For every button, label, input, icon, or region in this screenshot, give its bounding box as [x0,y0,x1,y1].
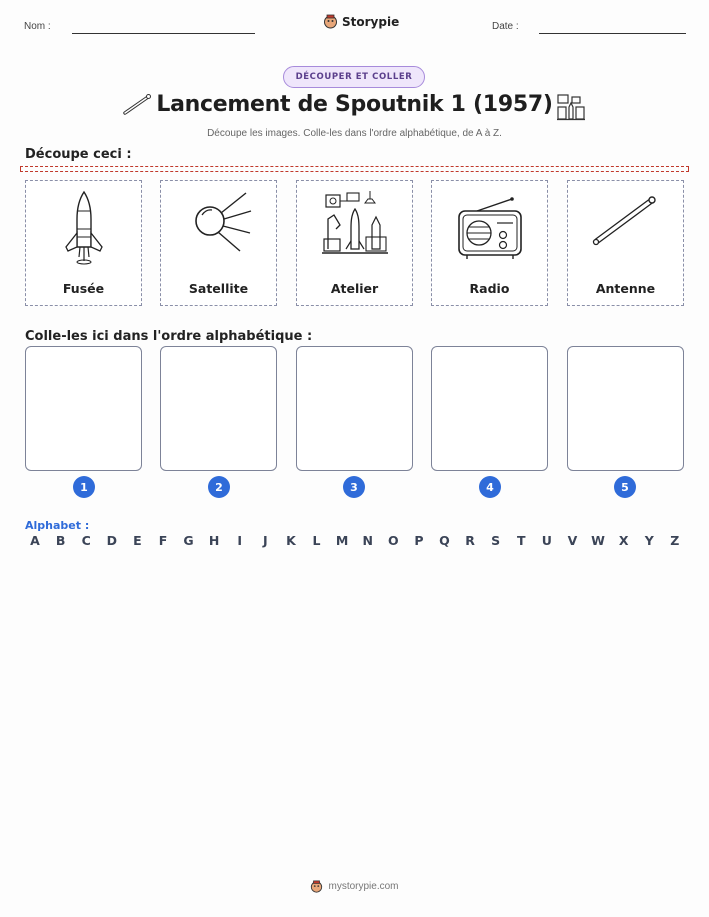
satellite-icon [184,189,254,267]
page-title: Lancement de Spoutnik 1 (1957) [156,92,553,117]
cut-heading: Découpe ceci : [25,147,132,162]
cut-card-satellite[interactable] [160,180,277,306]
alphabet-letter: D [106,533,117,548]
alphabet-title: Alphabet : [25,519,90,532]
footer [0,880,709,893]
slot-number-badge: 5 [614,476,636,498]
paste-slot-1[interactable] [25,346,142,471]
cut-card-atelier[interactable] [296,180,413,306]
alphabet-letter: O [387,533,399,548]
alphabet-letter: X [618,533,629,548]
cut-card-fusee[interactable] [25,180,142,306]
paste-slot-2[interactable] [160,346,277,471]
paste-slot-3[interactable] [296,346,413,471]
alphabet-letter: F [158,533,168,548]
alphabet-letter: I [237,533,243,548]
radio-icon [455,189,525,267]
antenna-icon [591,189,661,267]
alphabet-letter: C [81,533,91,548]
alphabet-letter: E [133,533,142,548]
alphabet-row [25,533,685,548]
card-label: Atelier [330,281,379,296]
alphabet-letter: M [335,533,349,548]
date-line [539,33,686,34]
alphabet-letter: V [567,533,578,548]
date-label: Date : [492,21,519,32]
alphabet-letter: A [30,533,40,548]
alphabet-letter: Z [670,533,680,548]
cut-card-radio[interactable] [431,180,548,306]
workshop-icon [320,189,390,267]
slot-number-badge: 3 [343,476,365,498]
card-label: Antenne [595,281,656,296]
alphabet-letter: U [541,533,552,548]
alphabet-letter: J [263,533,268,548]
alphabet-letter: Y [644,533,654,548]
card-label: Radio [469,281,510,296]
footer-url[interactable]: mystorypie.com [328,881,399,892]
alphabet-letter: T [517,533,526,548]
name-label: Nom : [24,21,51,32]
paste-heading: Colle-les ici dans l'ordre alphabétique : [25,329,313,344]
brand-name: Storypie [342,14,400,29]
alphabet-letter: N [362,533,373,548]
brand-logo [323,14,399,29]
alphabet-letter: G [183,533,194,548]
alphabet-letter: L [312,533,321,548]
alphabet-letter: H [208,533,220,548]
paste-slot-5[interactable] [567,346,684,471]
rocket-icon [49,189,119,267]
paste-slot-4[interactable] [431,346,548,471]
workshop-icon [556,93,586,121]
alphabet-letter: R [465,533,475,548]
storypie-mascot-icon [323,14,338,29]
slot-number-badge: 4 [479,476,501,498]
storypie-mascot-icon [310,880,323,893]
instructions: Découpe les images. Colle-les dans l'ordre alphabétique, de A à Z. [207,128,502,139]
slot-number-badge: 2 [208,476,230,498]
activity-badge: DÉCOUPER ET COLLER [283,66,425,88]
alphabet-letter: P [414,533,424,548]
name-line [72,33,255,34]
alphabet-letter: W [591,533,605,548]
card-label: Fusée [62,281,105,296]
card-label: Satellite [188,281,249,296]
slot-number-badge: 1 [73,476,95,498]
cut-guide-line [20,166,689,172]
alphabet-letter: B [55,533,66,548]
alphabet-letter: Q [439,533,450,548]
alphabet-letter: K [286,533,296,548]
alphabet-letter: S [491,533,501,548]
cut-card-antenne[interactable] [567,180,684,306]
